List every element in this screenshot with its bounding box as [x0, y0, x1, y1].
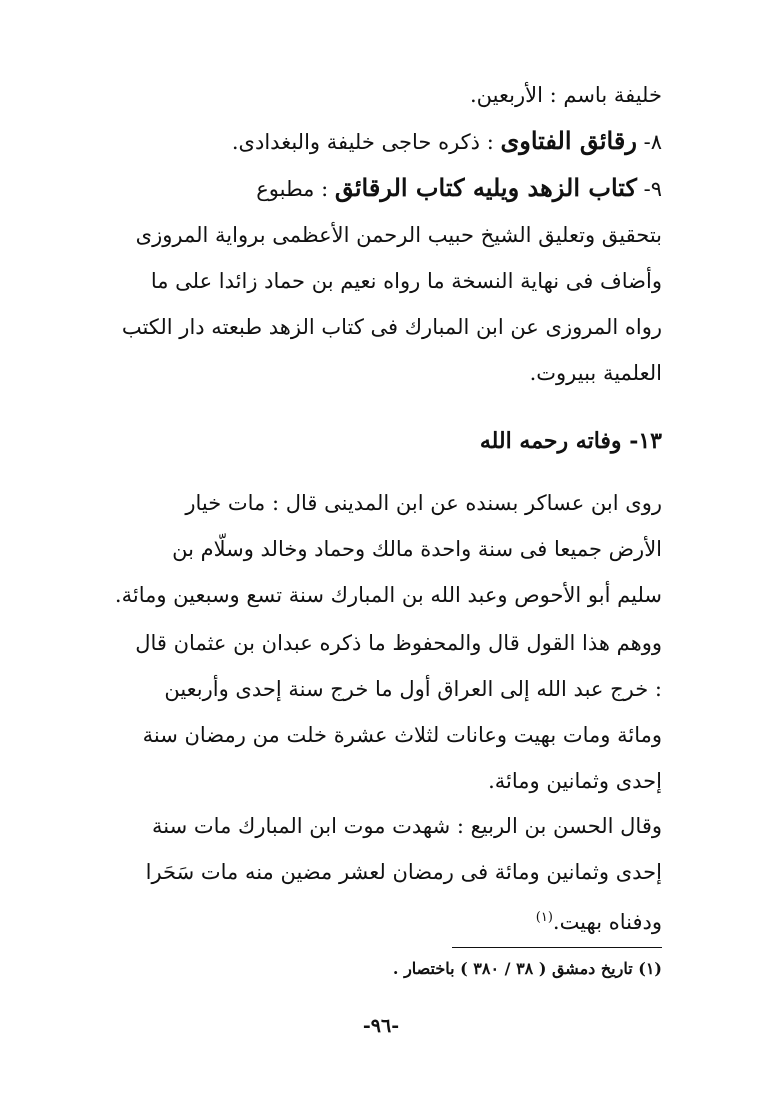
text-line: روى ابن عساكر بسنده عن ابن المدينى قال : مات خيار — [185, 491, 662, 515]
item-number: ٩- — [636, 177, 662, 201]
text-line: رواه المروزى عن ابن المبارك فى كتاب الزهد طبعته دار الكتب — [121, 315, 662, 339]
footnote-separator — [452, 947, 662, 948]
text-line: : خرج عبد الله إلى العراق أول ما خرج سنة إحدى وأربعين — [164, 677, 662, 701]
book-title: كتاب الزهد ويليه كتاب الرقائق — [334, 173, 637, 202]
paragraph-2 — [102, 620, 662, 804]
item-number: ٨- — [636, 130, 662, 154]
text-line: وقال الحسن بن الربيع : شهدت موت ابن المبارك مات سنة — [152, 814, 662, 838]
text-line: بتحقيق وتعليق الشيخ حبيب الرحمن الأعظمى برواية المروزى — [135, 223, 662, 247]
text-line: : ذكره حاجى خليفة والبغدادى. — [231, 130, 501, 154]
intro-block — [102, 72, 662, 396]
page-number: -٩٦- — [362, 1015, 400, 1037]
section-heading-block — [102, 418, 662, 464]
text-line: خليفة باسم : الأربعين. — [470, 83, 662, 107]
text-line: إحدى وثمانين ومائة فى رمضان لعشر مضين منه مات سَحَرا — [145, 860, 662, 884]
list-item-9 — [102, 165, 662, 212]
text-line: : مطبوع — [256, 177, 335, 201]
text-line: إحدى وثمانين ومائة. — [488, 769, 662, 793]
footnote-reference: (١) — [535, 910, 553, 925]
text-line: ووهم هذا القول قال والمحفوظ ما ذكره عبدان بن عثمان قال — [135, 631, 662, 655]
paragraph-1 — [102, 480, 662, 618]
text-line: ومائة ومات بهيت وعانات لثلاث عشرة خلت من رمضان سنة — [142, 723, 662, 747]
paragraph-3 — [102, 803, 662, 945]
book-title: رقائق الفتاوى — [500, 126, 637, 155]
list-item-8 — [102, 118, 662, 165]
text-fragment: ودفناه بهيت. — [552, 910, 662, 934]
text-line: العلمية ببيروت. — [529, 361, 662, 385]
text-line: سليم أبو الأحوص وعبد الله بن المبارك سنة تسع وسبعين ومائة. — [114, 583, 662, 607]
text-line — [102, 895, 662, 945]
text-line: وأضاف فى نهاية النسخة ما رواه نعيم بن حماد زائدا على ما — [150, 269, 662, 293]
text-line: الأرض جميعا فى سنة واحدة مالك وحماد وخالد وسلّام بن — [172, 537, 662, 561]
footnote: (١) تاريخ دمشق ( ٣٨ / ٣٨٠ ) باختصار . — [392, 959, 662, 978]
section-heading: ١٣- وفاته رحمه الله — [479, 428, 662, 454]
